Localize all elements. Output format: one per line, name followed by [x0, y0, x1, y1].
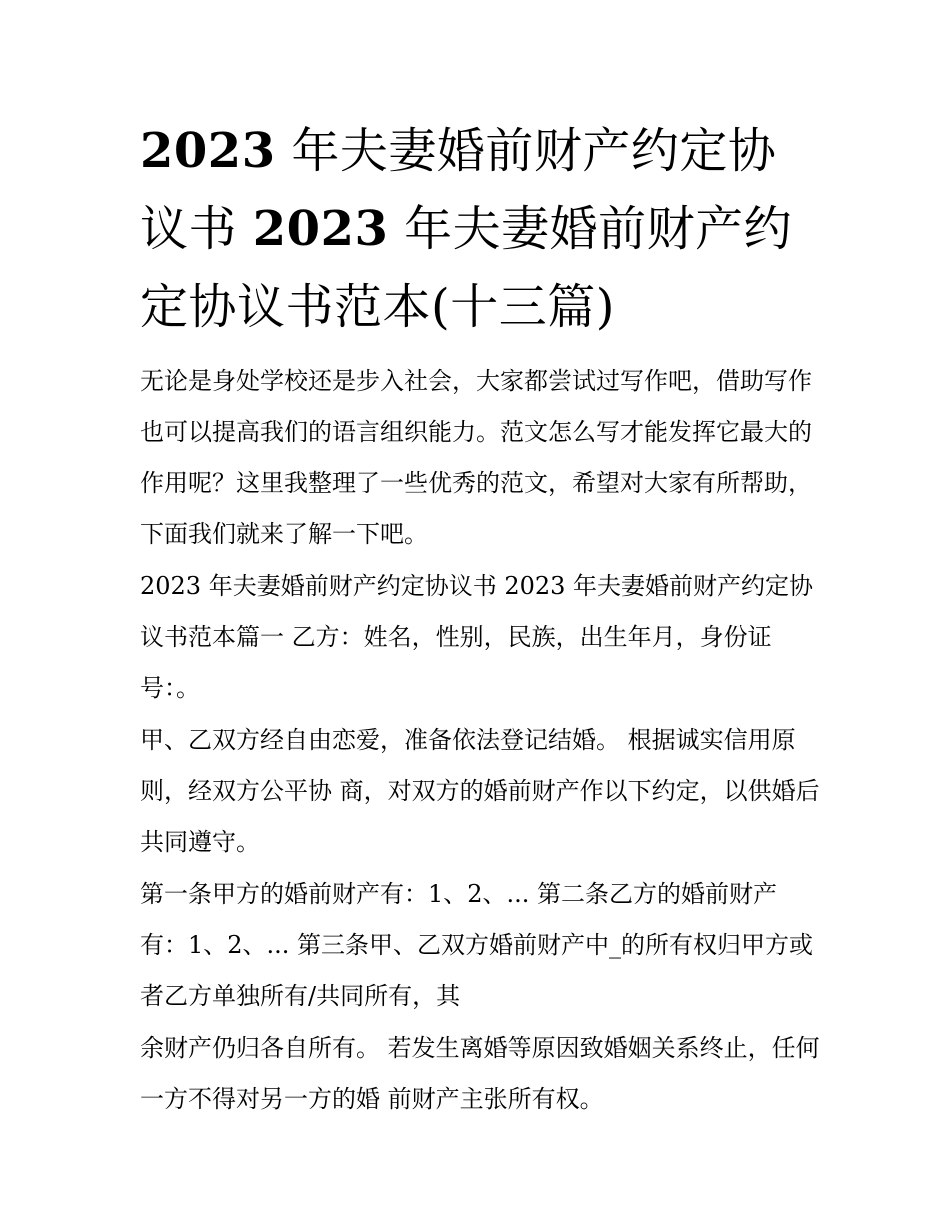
- title-text-2: 年夫妻婚前财产约定协议书范本(十三篇): [140, 201, 793, 335]
- agreement-heading-paragraph: 2023 年夫妻婚前财产约定协议书 2023 年夫妻婚前财产约定协议书范本篇一 乙方：姓名，性别，民族，出生年月，身份证号：。: [140, 572, 814, 702]
- agreement-remaining-property-paragraph: 余财产仍归各自所有。 若发生离婚等原因致婚姻关系终止，任何一方不得对另一方的婚 前财产主张所有权。: [140, 1034, 820, 1113]
- agreement-articles-paragraph: 第一条甲方的婚前财产有：1、2、... 第二条乙方的婚前财产有：1、2、... 第三条甲、乙双方婚前财产中_的所有权归甲方或者乙方单独所有/共同所有，其: [140, 880, 814, 1010]
- title-year-1: 2023: [140, 123, 276, 179]
- title-year-2: 2023: [252, 201, 389, 257]
- title-text-1: 年夫妻婚前财产约定协议书: [140, 123, 777, 257]
- intro-paragraph: 无论是身处学校还是步入社会，大家都尝试过写作吧，借助写作也可以提高我们的语言组织能力。范文怎么写才能发挥它最大的作用呢？这里我整理了一些优秀的范文，希望对大家有所帮助，下面我们就来了解一下吧。: [140, 367, 812, 548]
- agreement-preamble-paragraph: 甲、乙双方经自由恋爱，准备依法登记结婚。 根据诚实信用原则，经双方公平协 商，对双方的婚前财产作以下约定，以供婚后共同遵守。: [140, 726, 820, 856]
- document-title: [140, 112, 820, 346]
- document-page: [140, 112, 820, 1126]
